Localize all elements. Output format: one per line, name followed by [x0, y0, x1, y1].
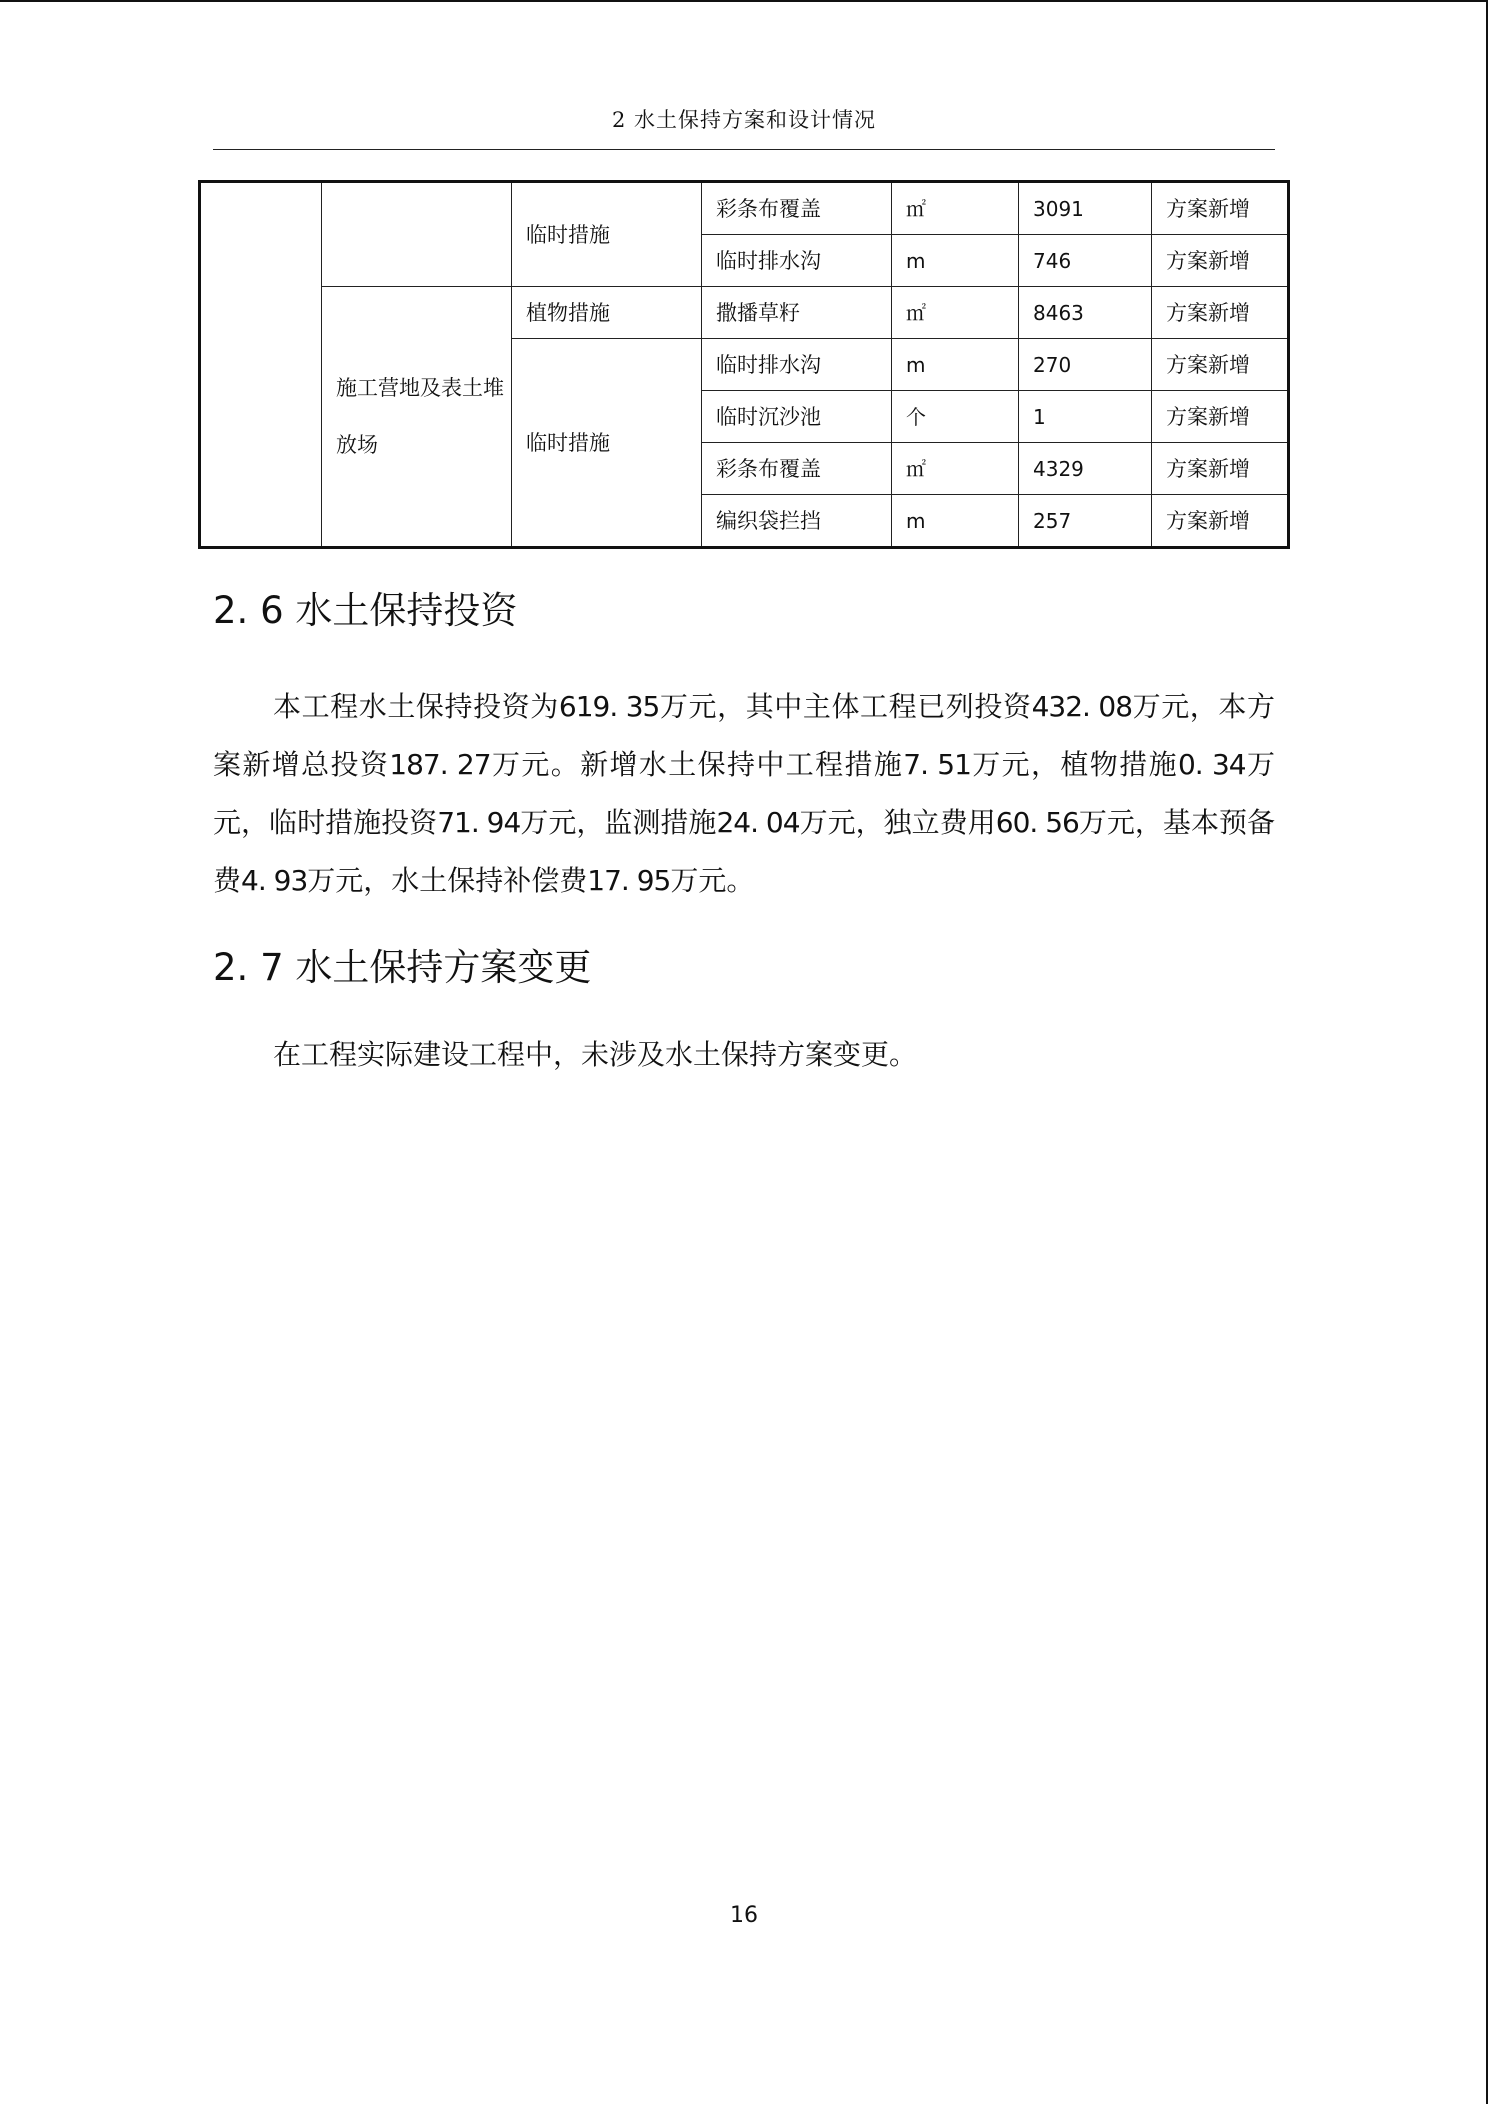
source-cell: 方案新增	[1152, 391, 1289, 443]
amount-value: 17. 95	[587, 864, 671, 897]
text-run: 万元，基本预备费	[213, 806, 1275, 897]
source-cell: 方案新增	[1152, 443, 1289, 495]
section-heading-2-6: 2. 6 水土保持投资	[213, 589, 518, 632]
group-label: 临时措施	[512, 339, 702, 548]
text-run: 万元。	[670, 864, 755, 897]
amount-value: 0. 34	[1177, 748, 1246, 781]
amount-value: 24. 04	[716, 806, 800, 839]
amount-value: 619. 35	[558, 690, 660, 723]
table-row	[200, 182, 1289, 235]
text-run: 万元，水土保持补偿费	[307, 864, 588, 897]
text-run: 万元，监测措施	[520, 806, 717, 839]
amount-value: 71. 94	[437, 806, 521, 839]
amount-value: 187. 27	[389, 748, 491, 781]
amount-value: 7. 51	[903, 748, 971, 781]
site-label: 施工营地及表土堆放场	[322, 287, 512, 548]
unit-cell: ㎡	[892, 443, 1019, 495]
group-label: 植物措施	[512, 287, 702, 339]
item-cell: 编织袋拦挡	[702, 495, 892, 548]
source-cell: 方案新增	[1152, 339, 1289, 391]
table-row	[200, 287, 1289, 339]
source-cell: 方案新增	[1152, 287, 1289, 339]
table-cell-empty	[200, 182, 322, 548]
item-cell: 彩条布覆盖	[702, 443, 892, 495]
qty-cell: 4329	[1019, 443, 1152, 495]
source-cell: 方案新增	[1152, 235, 1289, 287]
text-run: 万元，独立费用	[799, 806, 996, 839]
item-cell: 撒播草籽	[702, 287, 892, 339]
text-run: 万元，其中主体工程已列投资	[659, 690, 1032, 723]
unit-cell: m	[892, 495, 1019, 548]
item-cell: 临时排水沟	[702, 339, 892, 391]
unit-cell: m	[892, 235, 1019, 287]
qty-cell: 257	[1019, 495, 1152, 548]
investment-paragraph	[213, 678, 1275, 910]
header-rule	[213, 149, 1275, 150]
amount-value: 432. 08	[1031, 690, 1133, 723]
page-border-top	[0, 0, 1488, 2]
unit-cell: ㎡	[892, 182, 1019, 235]
text-run: 万元，临时措施投资	[213, 748, 1275, 839]
unit-cell: 个	[892, 391, 1019, 443]
source-cell: 方案新增	[1152, 495, 1289, 548]
item-cell: 彩条布覆盖	[702, 182, 892, 235]
text-run: 万元。新增水土保持中工程措施	[490, 748, 904, 781]
page-number: 16	[730, 1903, 758, 1928]
unit-cell: ㎡	[892, 287, 1019, 339]
amount-value: 60. 56	[995, 806, 1079, 839]
source-cell: 方案新增	[1152, 182, 1289, 235]
running-header: 2 水土保持方案和设计情况	[611, 108, 877, 132]
section-heading-2-7: 2. 7 水土保持方案变更	[213, 946, 592, 989]
change-paragraph: 在工程实际建设工程中，未涉及水土保持方案变更。	[273, 1038, 918, 1071]
table-cell-empty	[322, 182, 512, 287]
qty-cell: 3091	[1019, 182, 1152, 235]
qty-cell: 270	[1019, 339, 1152, 391]
text-run: 本工程水土保持投资为	[273, 690, 559, 723]
qty-cell: 746	[1019, 235, 1152, 287]
qty-cell: 1	[1019, 391, 1152, 443]
item-cell: 临时排水沟	[702, 235, 892, 287]
unit-cell: m	[892, 339, 1019, 391]
item-cell: 临时沉沙池	[702, 391, 892, 443]
qty-cell: 8463	[1019, 287, 1152, 339]
text-run: 万元，本方案新增总投资	[213, 690, 1275, 781]
text-run: 万元，植物措施	[970, 748, 1178, 781]
group-label: 临时措施	[512, 182, 702, 287]
measures-table	[198, 180, 1290, 549]
amount-value: 4. 93	[241, 864, 308, 897]
